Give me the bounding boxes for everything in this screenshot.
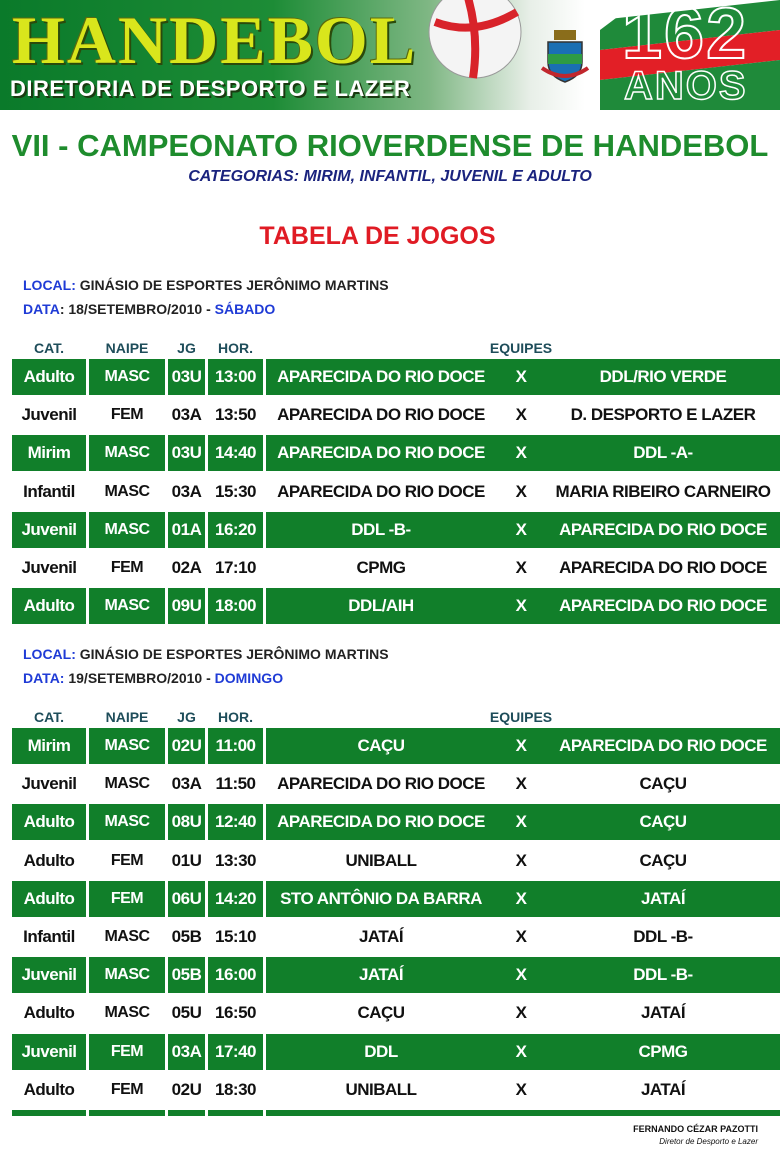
table-bottom-strip [208,1110,263,1116]
col-head-jg: JG [177,709,196,725]
versus-mark: X [515,812,527,832]
home-team: DDL -B- [351,519,411,539]
gender-cell: MASC [89,728,165,764]
category-cell: Adulto [12,359,86,395]
away-team: CAÇU [639,812,687,832]
home-team: JATAÍ [358,965,404,985]
home-team: CPMG [356,558,406,577]
date-value: 19/SETEMBRO/2010 - [64,670,215,686]
gender-cell: MASC [89,359,165,395]
versus-mark: X [515,888,527,908]
versus-mark: X [515,965,527,985]
day2-local [23,646,389,662]
gender-cell: MASC [89,995,165,1031]
category-cell: Juvenil [12,550,86,586]
time-cell: 17:10 [208,550,263,586]
away-team: MARIA RIBEIRO CARNEIRO [555,481,771,501]
table-row [0,474,780,510]
versus-mark: X [515,405,527,425]
away-team: JATAÍ [640,1003,686,1023]
anniversary-number: 162 [622,0,749,74]
time-cell: 16:00 [208,957,263,993]
home-team: APARECIDA DO RIO DOCE [277,443,485,463]
away-team: DDL/RIO VERDE [599,367,727,386]
gender-cell: MASC [89,957,165,993]
table-row [0,881,780,917]
categories-subtitle: CATEGORIAS: MIRIM, INFANTIL, JUVENIL E ADULTO [188,168,592,185]
home-team: UNIBALL [345,1079,417,1099]
versus-mark: X [515,850,527,870]
versus-mark: X [515,1003,527,1023]
game-code-cell: 02A [168,550,205,586]
category-cell: Juvenil [12,397,86,433]
home-team: APARECIDA DO RIO DOCE [277,812,485,832]
away-team: D. DESPORTO E LAZER [570,405,756,425]
table-row [0,359,780,395]
game-code-cell: 05B [168,957,205,993]
time-cell: 11:00 [208,728,263,764]
time-cell: 14:40 [208,435,263,471]
versus-mark: X [515,1079,527,1099]
game-code-cell: 08U [168,804,205,840]
game-code-cell: 03A [168,1034,205,1070]
col-head-naipe: NAIPE [105,709,149,725]
category-cell: Mirim [12,435,86,471]
col-head-cat: CAT. [33,709,65,725]
table-bottom-strip [168,1110,205,1116]
day1-local [23,277,389,293]
category-cell: Adulto [12,843,86,879]
home-team: CAÇU [357,736,405,755]
gender-cell: FEM [89,550,165,586]
versus-mark: X [515,558,527,577]
home-team: UNIBALL [345,850,417,870]
col-head-equipes: EQUIPES [489,340,553,356]
gender-cell: MASC [89,766,165,802]
weekday: SÁBADO [214,301,276,317]
championship-title: VII - CAMPEONATO RIOVERDENSE DE HANDEBOL [11,128,769,163]
time-cell: 12:40 [208,804,263,840]
gender-cell: FEM [89,397,165,433]
home-team: STO ANTÔNIO DA BARRA [280,888,482,908]
col-head-jg: JG [177,340,196,356]
time-cell: 16:50 [208,995,263,1031]
away-team: CPMG [638,1041,688,1061]
table-title: TABELA DE JOGOS [259,222,496,250]
signature-name: FERNANDO CÉZAR PAZOTTI [633,1124,758,1134]
home-team: APARECIDA DO RIO DOCE [277,774,485,794]
table-row [0,728,780,764]
day2-date [23,670,283,686]
gender-cell: FEM [89,1034,165,1070]
gender-cell: MASC [89,804,165,840]
game-code-cell: 03U [168,359,205,395]
time-cell: 16:20 [208,512,263,548]
table-row [0,588,780,624]
time-cell: 15:30 [208,474,263,510]
col-head-cat: CAT. [33,340,65,356]
away-team: JATAÍ [640,888,686,908]
time-cell: 13:50 [208,397,263,433]
category-cell: Adulto [12,804,86,840]
table-row [0,550,780,586]
game-code-cell: 09U [168,588,205,624]
game-code-cell: 01A [168,512,205,548]
weekday: DOMINGO [214,670,284,686]
signature-role: Diretor de Desporto e Lazer [659,1137,758,1146]
category-cell: Juvenil [12,512,86,548]
game-code-cell: 05B [168,919,205,955]
gender-cell: MASC [89,588,165,624]
table-row [0,957,780,993]
game-code-cell: 03A [168,474,205,510]
table-row [0,397,780,433]
away-team: APARECIDA DO RIO DOCE [559,736,767,755]
local-value: GINÁSIO DE ESPORTES JERÔNIMO MARTINS [79,277,389,293]
home-team: DDL/AIH [348,596,414,616]
versus-mark: X [515,519,527,539]
local-label: LOCAL: [23,646,76,662]
away-team: DDL -B- [633,965,693,985]
game-code-cell: 01U [168,843,205,879]
game-code-cell: 05U [168,995,205,1031]
time-cell: 11:50 [208,766,263,802]
table-row [0,804,780,840]
gender-cell: MASC [89,919,165,955]
category-cell: Adulto [12,588,86,624]
away-team: APARECIDA DO RIO DOCE [559,596,767,616]
away-team: APARECIDA DO RIO DOCE [559,558,767,577]
game-code-cell: 02U [168,1072,205,1108]
category-cell: Juvenil [12,957,86,993]
table-row [0,1072,780,1108]
gender-cell: MASC [89,435,165,471]
gender-cell: FEM [89,843,165,879]
home-team: CAÇU [357,1003,405,1023]
away-team: DDL -B- [633,927,693,946]
game-code-cell: 03A [168,397,205,433]
away-team: DDL -A- [633,443,693,463]
time-cell: 13:00 [208,359,263,395]
category-cell: Adulto [12,881,86,917]
handball-icon [425,0,525,80]
category-cell: Adulto [12,995,86,1031]
versus-mark: X [515,596,527,616]
category-cell: Adulto [12,1072,86,1108]
header-banner [0,0,780,110]
away-team: APARECIDA DO RIO DOCE [559,519,767,539]
local-value: GINÁSIO DE ESPORTES JERÔNIMO MARTINS [79,646,389,662]
category-cell: Infantil [12,919,86,955]
city-crest-icon [540,28,590,84]
anniversary-label: ANOS [624,64,748,108]
versus-mark: X [515,927,527,946]
table-row [0,995,780,1031]
game-code-cell: 02U [168,728,205,764]
table-row [0,766,780,802]
date-label: DATA [23,301,60,317]
category-cell: Juvenil [12,766,86,802]
category-cell: Juvenil [12,1034,86,1070]
versus-mark: X [515,736,527,755]
versus-mark: X [515,367,527,386]
versus-mark: X [515,774,527,794]
gender-cell: MASC [89,474,165,510]
banner-subtitle: DIRETORIA DE DESPORTO E LAZER [10,76,411,101]
col-head-equipes: EQUIPES [489,709,553,725]
table-bottom-strip [12,1110,86,1116]
home-team: DDL [364,1041,398,1061]
local-label: LOCAL: [23,277,76,293]
game-code-cell: 03A [168,766,205,802]
col-head-hor: HOR. [218,340,253,356]
table-bottom-strip [266,1110,780,1116]
versus-mark: X [515,443,527,463]
day1-date [23,301,275,317]
table-row [0,512,780,548]
home-team: APARECIDA DO RIO DOCE [277,405,485,425]
gender-cell: MASC [89,512,165,548]
col-head-hor: HOR. [218,709,253,725]
category-cell: Mirim [12,728,86,764]
home-team: APARECIDA DO RIO DOCE [277,481,485,501]
table-row [0,843,780,879]
time-cell: 17:40 [208,1034,263,1070]
gender-cell: FEM [89,881,165,917]
time-cell: 13:30 [208,843,263,879]
banner-title: HANDEBOL [12,2,418,78]
date-value: : 18/SETEMBRO/2010 - [59,301,215,317]
category-cell: Infantil [12,474,86,510]
game-code-cell: 03U [168,435,205,471]
versus-mark: X [515,481,527,501]
table-bottom-strip [89,1110,165,1116]
col-head-naipe: NAIPE [105,340,149,356]
time-cell: 18:30 [208,1072,263,1108]
versus-mark: X [515,1041,527,1061]
game-code-cell: 06U [168,881,205,917]
home-team: APARECIDA DO RIO DOCE [277,367,485,386]
home-team: JATAÍ [358,927,404,946]
away-team: JATAÍ [640,1079,686,1099]
table-row [0,919,780,955]
gender-cell: FEM [89,1072,165,1108]
time-cell: 15:10 [208,919,263,955]
away-team: CAÇU [639,850,687,870]
date-label: DATA: [23,670,65,686]
time-cell: 18:00 [208,588,263,624]
time-cell: 14:20 [208,881,263,917]
table-row [0,1034,780,1070]
table-row [0,435,780,471]
away-team: CAÇU [639,774,687,794]
